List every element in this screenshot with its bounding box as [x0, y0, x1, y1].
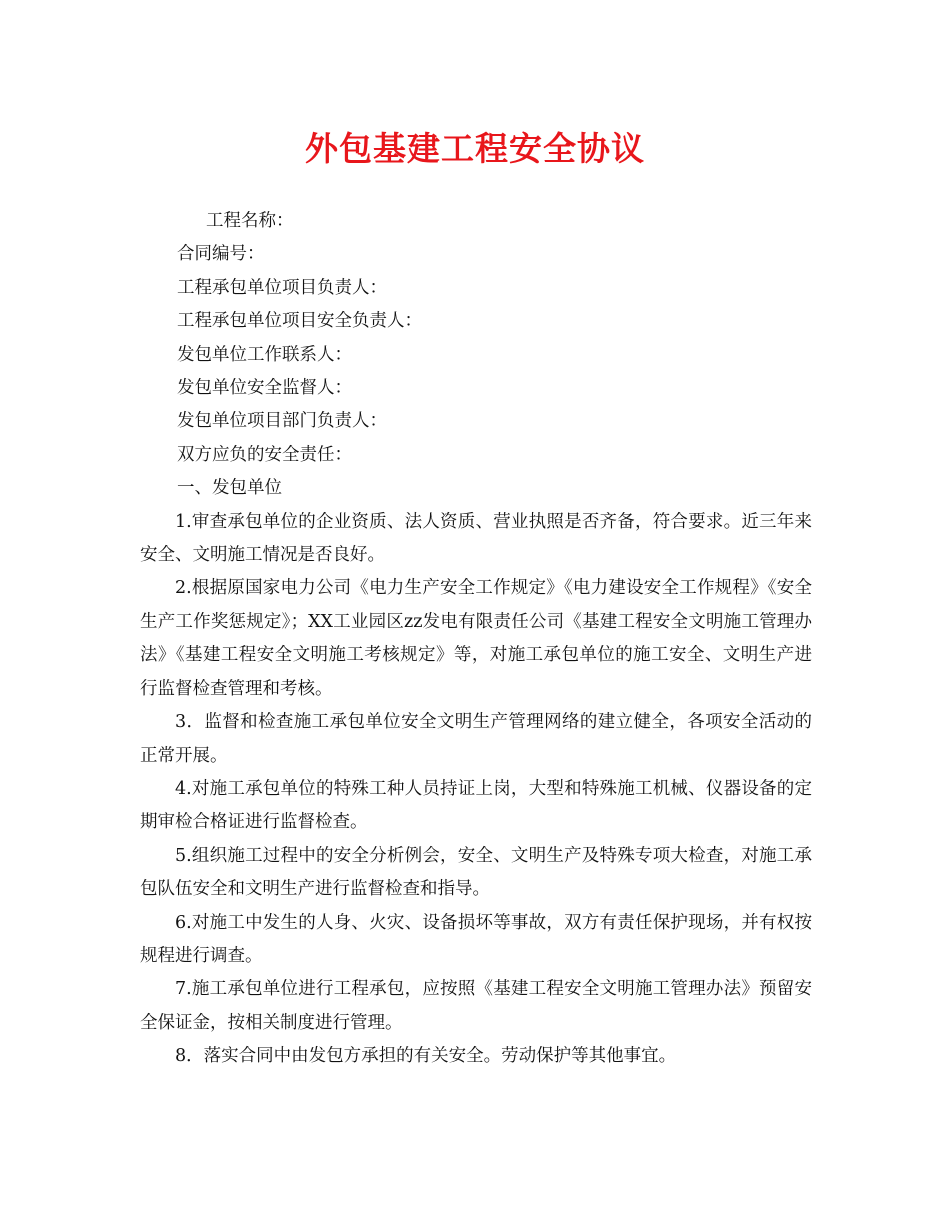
field-contractor-project-lead: 工程承包单位项目负责人：: [177, 277, 387, 298]
section-heading-client: 一、发包单位: [177, 478, 282, 499]
field-mutual-safety-responsibilities: 双方应负的安全责任：: [177, 444, 352, 465]
field-project-name: 工程名称：: [206, 211, 294, 231]
field-client-safety-supervisor: 发包单位安全监督人：: [177, 378, 352, 399]
field-contract-number: 合同编号：: [177, 244, 265, 265]
paragraph-2: 2.根据原国家电力公司《电力生产安全工作规定》《电力建设安全工作规程》《安全生产工作奖惩规定》；XX工业园区zz发电有限责任公司《基建工程安全文明施工管理办法》《基建工程安全文明施工考核规定》等，对施工承包单位的施工安全、文明生产进行监督检查管理和考核。: [140, 578, 812, 699]
paragraph-5: 5.组织施工过程中的安全分析例会，安全、文明生产及特殊专项大检查，对施工承包队伍安全和文明生产进行监督检查和指导。: [140, 845, 812, 900]
field-client-department-lead: 发包单位项目部门负责人：: [177, 411, 387, 432]
document-title: 外包基建工程安全协议: [305, 129, 645, 168]
paragraph-7: 7.施工承包单位进行工程承包，应按照《基建工程安全文明施工管理办法》预留安全保证金，按相关制度进行管理。: [140, 979, 812, 1033]
paragraph-1: 1.审查承包单位的企业资质、法人资质、营业执照是否齐备，符合要求。近三年来安全、文明施工情况是否良好。: [140, 511, 812, 566]
paragraph-8: 8．落实合同中由发包方承担的有关安全。劳动保护等其他事宜。: [175, 1046, 677, 1067]
field-contractor-safety-lead: 工程承包单位项目安全负责人：: [177, 311, 422, 332]
paragraph-6: 6.对施工中发生的人身、火灾、设备损坏等事故，双方有责任保护现场，并有权按规程进行调查。: [140, 912, 812, 966]
paragraph-3: 3．监督和检查施工承包单位安全文明生产管理网络的建立健全，各项安全活动的正常开展。: [140, 712, 812, 766]
paragraph-4: 4.对施工承包单位的特殊工种人员持证上岗，大型和特殊施工机械、仪器设备的定期审检合格证进行监督检查。: [140, 778, 812, 833]
field-client-work-contact: 发包单位工作联系人：: [177, 344, 352, 365]
document-body: [140, 205, 812, 1074]
